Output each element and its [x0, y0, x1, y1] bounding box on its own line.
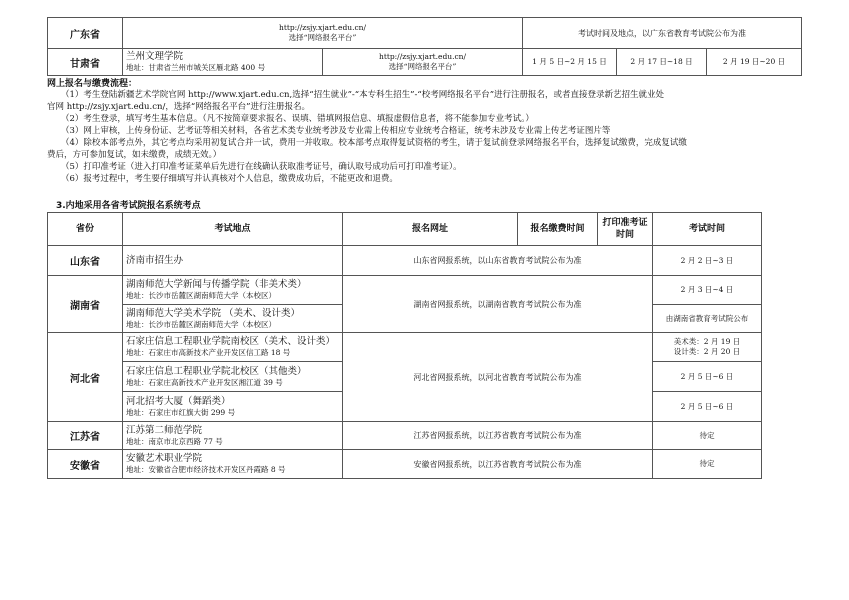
process-title: 网上报名与缴费流程：	[47, 79, 138, 89]
registration-system: 江苏省网报系统，以江苏省教育考试院公布为准	[343, 422, 653, 450]
venue-address: 地址：南京市北京西路 77 号	[126, 436, 223, 446]
exam-time-cell: 2 月 19 日~20 日	[707, 49, 802, 76]
header-fee-time: 报名缴费时间	[518, 213, 598, 246]
province-cell: 河北省	[48, 333, 123, 422]
venue-cell	[123, 276, 343, 305]
url-note: 选择“网络报名平台”	[288, 33, 357, 42]
registration-system: 安徽省网报系统，以江苏省教育考试院公布为准	[343, 450, 653, 479]
process-steps	[47, 89, 812, 185]
table-row	[48, 276, 762, 305]
venue-cell	[123, 333, 343, 362]
venue-name: 石家庄信息工程职业学院北校区（其他类）	[126, 365, 307, 377]
table-row	[48, 333, 762, 362]
exam-time-cell: 2 月 5 日~6 日	[653, 362, 762, 392]
venue-name: 湖南师范大学新闻与传播学院（非美术类）	[126, 279, 307, 290]
process-step: （6）报考过程中，考生要仔细填写并认真核对个人信息，缴费成功后，不能更改和退费。	[61, 174, 398, 184]
registration-url: http://zsjy.xjart.edu.cn/	[279, 23, 367, 32]
venue-name: 石家庄信息工程职业学院南校区（美术、设计类）	[126, 336, 336, 347]
registration-system: 河北省网报系统，以河北省教育考试院公布为准	[343, 333, 653, 422]
venue-cell	[123, 392, 343, 422]
exam-time-cell: 2 月 2 日~3 日	[653, 246, 762, 276]
print-time-cell: 2 月 17 日~18 日	[617, 49, 707, 76]
venue-cell	[123, 450, 343, 479]
registration-system: 山东省网报系统，以山东省教育考试院公布为准	[343, 246, 653, 276]
url-cell	[123, 18, 523, 49]
province-cell: 山东省	[48, 246, 123, 276]
venue-name: 江苏第二师范学院	[126, 424, 203, 436]
process-step: 费后，方可参加复试，如未缴费，成绩无效。）	[47, 150, 222, 160]
header-url: 报名网址	[343, 213, 518, 246]
province-cell: 江苏省	[48, 422, 123, 450]
process-step: （3）网上审核，上传身份证、艺考证等相关材料，各省艺术类专业统考涉及专业需上传相应专业统考合格证，统考未涉及专业需上传艺考证图片等	[61, 126, 611, 136]
exam-time-cell: 由湖南省教育考试院公布	[653, 305, 762, 333]
registration-system: 湖南省网报系统，以湖南省教育考试院公布为准	[343, 276, 653, 333]
table-row	[48, 422, 762, 450]
venue-name: 济南市招生办	[123, 246, 343, 276]
process-step: （4）除校本部考点外，其它考点均采用初复试合并一试，费用一并收取。校本部考点取得复试资格的考生，请于复试前登录网络报名平台，选择复试缴费，完成复试缴	[61, 138, 687, 148]
venue-address: 地址：安徽省合肥市经济技术开发区丹霞路 8 号	[126, 465, 286, 474]
fee-time-cell: 1 月 5 日~2 月 15 日	[523, 49, 617, 76]
venue-name: 湖南师范大学美术学院 （美术、设计类）	[126, 307, 301, 319]
venue-address: 地址：甘肃省兰州市城关区雁北路 400 号	[126, 63, 266, 72]
table-row	[48, 49, 802, 76]
venue-address: 地址：石家庄市红旗大街 299 号	[126, 407, 236, 417]
venue-address: 地址：石家庄高新技术产业开发区湘江道 39 号	[126, 377, 283, 387]
process-step: （5）打印准考证（进入打印准考证菜单后先进行在线确认获取准考证号，确认取号成功后可打印准考证）。	[61, 162, 462, 172]
process-step: （2）考生登录，填写考生基本信息。（凡不按简章要求报名、误填、错填网报信息、填报虚假信息者，将不能参加专业考试。）	[61, 114, 534, 124]
province-cell: 甘肃省	[48, 49, 123, 76]
process-step: （1）考生登陆新疆艺术学院官网 http://www.xjart.edu.cn,选择“招生就业”-“本专科生招生”-“校考网络报名平台”进行注册报名，或者直接登录新艺招生就业处	[61, 90, 665, 100]
exam-time-line: 美术类：2 月 19 日	[673, 337, 741, 346]
registration-url: http://zsjy.xjart.edu.cn/	[379, 52, 467, 61]
url-cell	[323, 49, 523, 76]
exam-time-line: 设计类：2 月 20 日	[673, 347, 741, 356]
header-print-time: 打印准考证时间	[598, 213, 653, 246]
url-note: 选择“网络报名平台”	[388, 62, 457, 71]
exam-time-cell: 2 月 3 日~4 日	[653, 276, 762, 305]
exam-venue-table	[47, 212, 762, 479]
table-row	[48, 450, 762, 479]
exam-time-cell: 待定	[653, 422, 762, 450]
process-step: 官网 http://zsjy.xjart.edu.cn/，选择“网络报名平台”进行注册报名。	[47, 102, 311, 112]
top-exam-table	[47, 17, 802, 76]
venue-name: 河北招考大厦（舞蹈类）	[126, 395, 231, 407]
venue-cell	[123, 362, 343, 392]
venue-address: 地址：长沙市岳麓区湖南师范大学（本校区）	[126, 319, 276, 329]
province-cell: 安徽省	[48, 450, 123, 479]
section-title: 3.内地采用各省考试院报名系统考点	[56, 201, 201, 211]
venue-name: 兰州文理学院	[126, 51, 184, 62]
venue-name: 安徽艺术职业学院	[126, 453, 203, 464]
province-cell: 广东省	[48, 18, 123, 49]
exam-time-cell	[653, 333, 762, 362]
time-note-cell: 考试时间及地点，以广东省教育考试院公布为准	[523, 18, 802, 49]
venue-address: 地址：石家庄市高新技术产业开发区信工路 18 号	[126, 348, 291, 357]
table-row	[48, 246, 762, 276]
header-venue: 考试地点	[123, 213, 343, 246]
province-cell: 湖南省	[48, 276, 123, 333]
exam-time-cell: 2 月 5 日~6 日	[653, 392, 762, 422]
header-exam-time: 考试时间	[653, 213, 762, 246]
venue-address: 地址：长沙市岳麓区湖南师范大学（本校区）	[126, 291, 276, 300]
table-header-row	[48, 213, 762, 246]
header-province: 省份	[48, 213, 123, 246]
venue-cell	[123, 49, 323, 76]
table-row	[48, 18, 802, 49]
venue-cell	[123, 305, 343, 333]
venue-cell	[123, 422, 343, 450]
exam-time-cell: 待定	[653, 450, 762, 479]
